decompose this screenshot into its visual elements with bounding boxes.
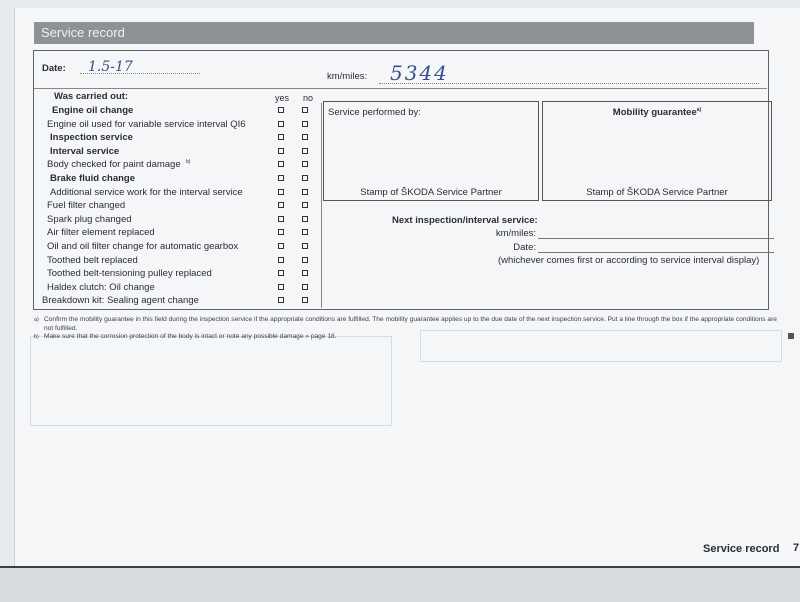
service-item-label: Spark plug changed: [47, 213, 132, 225]
page-number: 7: [793, 542, 800, 554]
service-item-label: Engine oil change: [52, 105, 134, 116]
yes-column-label: yes: [275, 93, 290, 103]
footnote: [34, 316, 784, 333]
service-item-label: Haldex clutch: Oil change: [47, 281, 155, 293]
yes-checkbox[interactable]: [278, 257, 284, 263]
service-item-label: Toothed belt replaced: [47, 254, 138, 266]
yes-checkbox[interactable]: [278, 202, 284, 208]
yes-checkbox[interactable]: [278, 189, 284, 195]
date-value[interactable]: 1.5-17: [88, 59, 133, 75]
mobility-guarantee-title: Mobility guarantee$^{a)}$: [612, 107, 702, 119]
next-date-label: Date:: [513, 242, 536, 253]
km-label: km/miles:: [327, 71, 368, 82]
yes-checkbox[interactable]: [278, 270, 284, 276]
no-checkbox[interactable]: [302, 202, 308, 208]
divider: [34, 88, 767, 89]
yes-checkbox[interactable]: [278, 121, 284, 127]
service-item-row: [34, 281, 334, 295]
no-checkbox[interactable]: [302, 257, 308, 263]
service-item-label: Engine oil used for variable service interval QI6: [47, 118, 246, 130]
footnote-marker: b): [34, 334, 39, 340]
no-checkbox[interactable]: [302, 161, 308, 167]
service-performed-title: Service performed by:: [328, 107, 421, 118]
next-date-field[interactable]: [538, 252, 774, 253]
service-performed-box: [323, 101, 539, 201]
service-item-row: [34, 158, 334, 172]
footnote-marker: a): [34, 317, 39, 323]
mobility-guarantee-box: [542, 101, 772, 201]
was-carried-out-label: Was carried out:: [54, 91, 129, 102]
next-service-title: Next inspection/interval service:: [392, 215, 538, 226]
footnote-text: Make sure that the corrosion protection of the body is intact or note any possible damage » page 18.: [44, 333, 337, 340]
footer-title: Service record: [703, 543, 780, 555]
next-km-label: km/miles:: [495, 228, 536, 239]
no-checkbox[interactable]: [302, 229, 308, 235]
yes-checkbox[interactable]: [278, 216, 284, 222]
service-item-label: Body checked for paint damage: [47, 159, 181, 171]
footnote-marker: b): [186, 159, 191, 166]
service-item-row: [34, 131, 334, 145]
no-checkbox[interactable]: [302, 134, 308, 140]
service-item-label: Air filter element replaced: [47, 227, 155, 239]
stamp-label: Stamp of ŠKODA Service Partner: [586, 187, 728, 198]
yes-checkbox[interactable]: [278, 175, 284, 181]
yes-checkbox[interactable]: [278, 243, 284, 249]
service-item-row: [34, 104, 334, 118]
section-title: Service record: [41, 25, 125, 40]
service-item-row: [34, 226, 334, 240]
service-item-label: Fuel filter changed: [47, 200, 126, 212]
no-checkbox[interactable]: [302, 284, 308, 290]
service-item-label: Additional service work for the interval service: [50, 186, 243, 198]
service-item-row: [34, 186, 334, 200]
no-checkbox[interactable]: [302, 243, 308, 249]
edge-marker: [788, 333, 794, 339]
yes-checkbox[interactable]: [278, 297, 284, 303]
yes-checkbox[interactable]: [278, 161, 284, 167]
no-checkbox[interactable]: [302, 270, 308, 276]
next-page-edge: [0, 566, 800, 602]
service-record-form: [33, 50, 769, 310]
service-item-row: [34, 240, 334, 254]
no-column-label: no: [303, 93, 314, 103]
no-checkbox[interactable]: [302, 107, 308, 113]
service-item-row: [34, 172, 334, 186]
no-checkbox[interactable]: [302, 175, 308, 181]
service-item-label: Inspection service: [50, 132, 133, 144]
no-checkbox[interactable]: [302, 121, 308, 127]
no-checkbox[interactable]: [302, 216, 308, 222]
show-through-box: [30, 336, 392, 426]
no-checkbox[interactable]: [302, 297, 308, 303]
section-header: [34, 22, 754, 44]
service-item-row: [34, 118, 334, 132]
yes-checkbox[interactable]: [278, 284, 284, 290]
service-item-row: [34, 213, 334, 227]
service-item-label: Oil and oil filter change for automatic gearbox: [47, 241, 239, 252]
service-item-row: [34, 199, 334, 213]
km-value[interactable]: 5344: [390, 61, 449, 85]
yes-checkbox[interactable]: [278, 148, 284, 154]
service-item-label: Breakdown kit: Sealing agent change: [42, 295, 199, 307]
service-item-label: Interval service: [50, 145, 120, 157]
service-item-row: [34, 294, 334, 308]
footnote-text: Confirm the mobility guarantee in this field during the inspection service if the appropriate conditions are fulfilled. The mobility guarantee applies up to the due date of the next inspection service. Put a line through the box if the appropriate conditions are not fulfilled.: [44, 316, 777, 332]
stamp-label: Stamp of ŠKODA Service Partner: [360, 187, 502, 198]
footnote: [34, 333, 784, 342]
divider: [321, 103, 322, 308]
next-km-field[interactable]: [538, 238, 774, 239]
no-checkbox[interactable]: [302, 148, 308, 154]
service-item-label: Brake fluid change: [50, 173, 135, 184]
service-item-label: Toothed belt-tensioning pulley replaced: [47, 268, 212, 280]
no-checkbox[interactable]: [302, 189, 308, 195]
service-item-row: [34, 145, 334, 159]
next-service-note: (whichever comes first or according to service interval display): [498, 255, 760, 266]
footnotes: [34, 316, 784, 342]
service-item-row: [34, 254, 334, 268]
service-item-row: [34, 267, 334, 281]
date-label: Date:: [42, 63, 66, 74]
yes-checkbox[interactable]: [278, 107, 284, 113]
yes-checkbox[interactable]: [278, 134, 284, 140]
yes-checkbox[interactable]: [278, 229, 284, 235]
